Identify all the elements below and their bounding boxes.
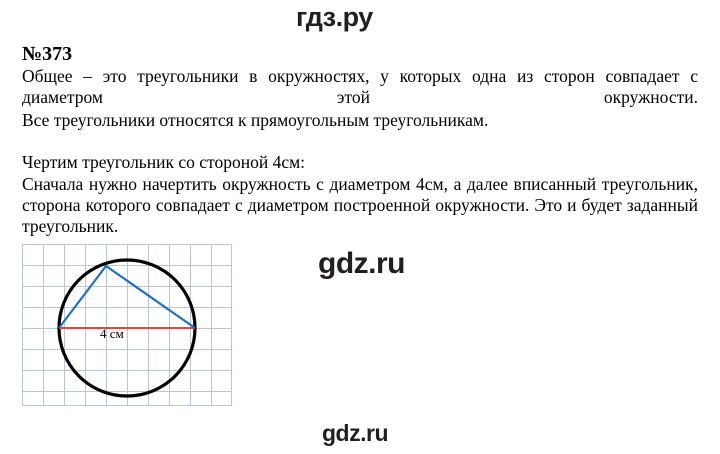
figure-svg (22, 244, 232, 406)
site-logo-top: гдз.ру (296, 2, 373, 32)
task-number: №373 (22, 43, 73, 65)
task-paragraph-2: Все треугольники относятся к прямоугольным треугольникам. (22, 110, 489, 130)
site-logo-watermark-middle: gdz.ru (318, 247, 405, 280)
figure-caption: 4 см (100, 326, 124, 341)
grid-lines (23, 245, 232, 406)
task-paragraph-3: Чертим треугольник со стороной 4см: (22, 152, 306, 172)
site-logo-watermark-bottom: gdz.ru (322, 420, 388, 446)
task-paragraph-4: Сначала нужно начертить окружность с диаметром 4см, а далее вписанный треугольник, сторона которого совпадает с диаметром построенной окружности. Это и будет заданный треугольник. (22, 174, 698, 236)
task-paragraph-1: Общее – это треугольники в окружностях, у которых одна из сторон совпадает с диаметром этой окружности. (22, 66, 698, 107)
geometry-figure (22, 244, 232, 406)
